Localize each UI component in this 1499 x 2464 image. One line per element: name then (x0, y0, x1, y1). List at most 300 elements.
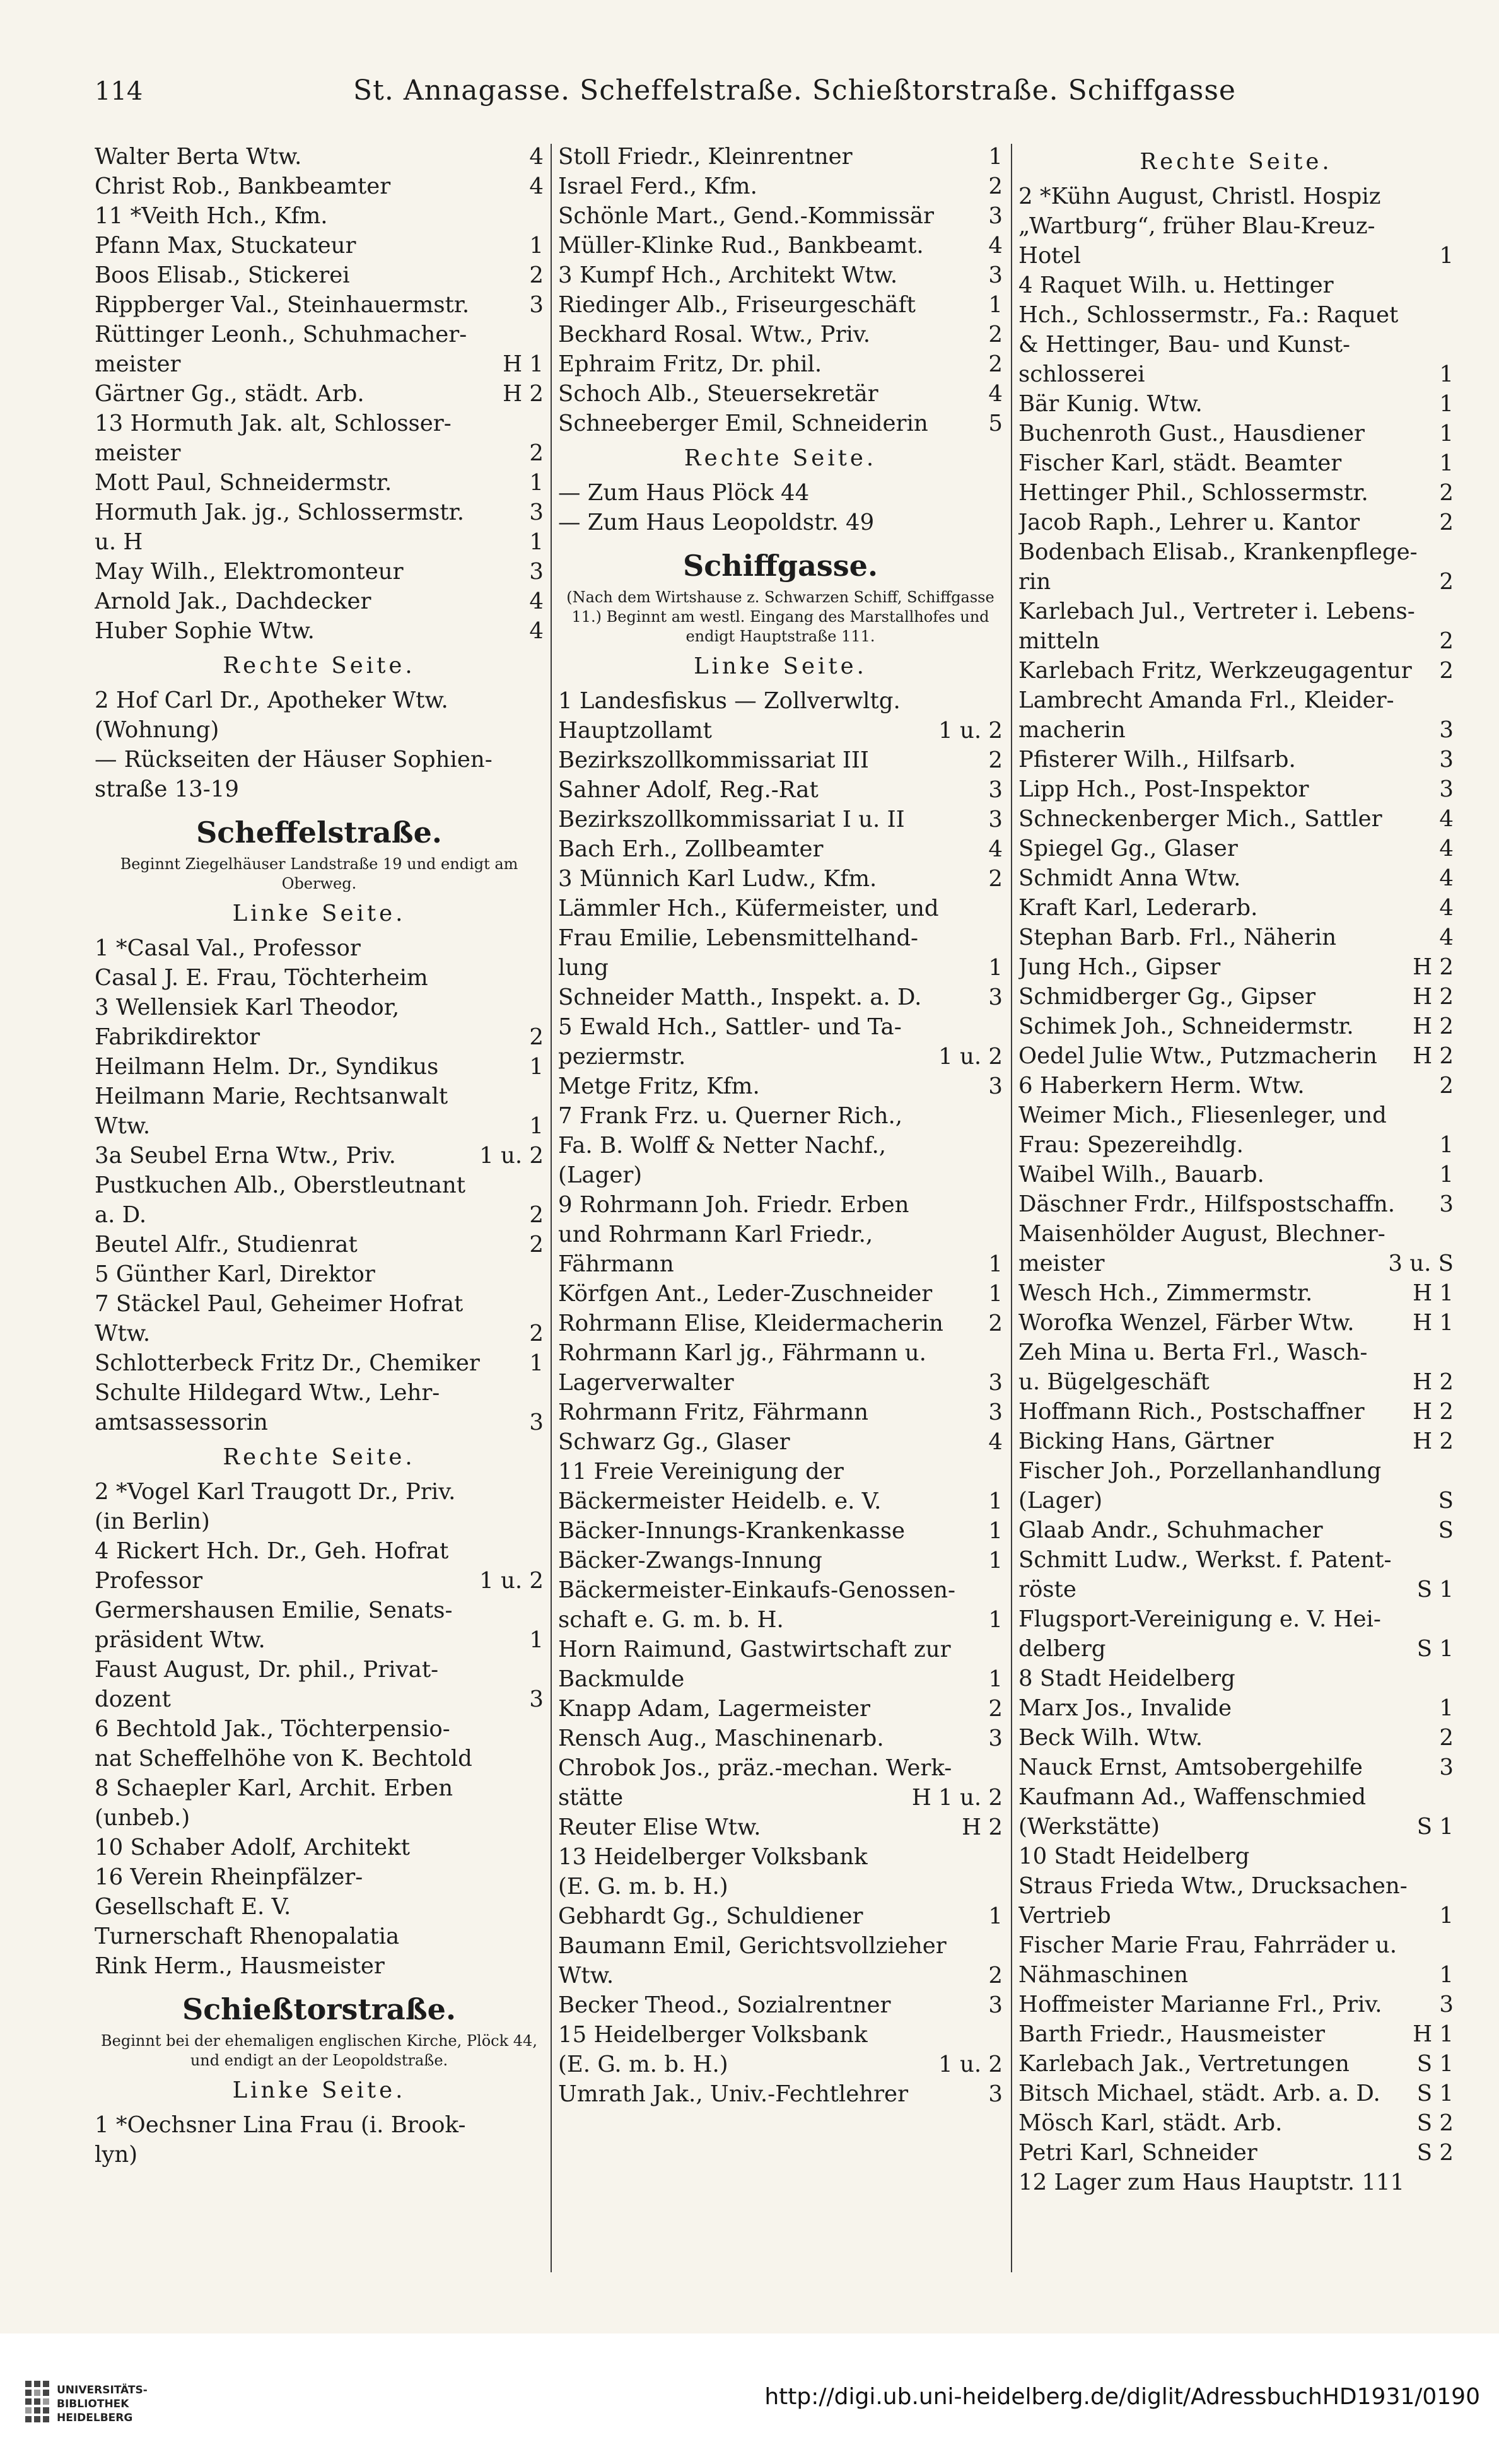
entry-text: 9 Rohrmann Joh. Friedr. Erben (558, 1192, 909, 1218)
floor-number: 3 (1439, 747, 1454, 773)
directory-entry (558, 349, 1003, 379)
footer-bar (0, 2340, 1499, 2464)
directory-entry (558, 834, 1003, 864)
directory-entry (558, 1813, 1003, 1842)
entry-text: Schulte Hildegard Wtw., Lehr- (95, 1380, 440, 1406)
entry-text: Hch., Schlossermstr., Fa.: Raquet (1018, 302, 1399, 328)
directory-entry (95, 1833, 544, 1862)
floor-number: 2 (988, 351, 1003, 377)
directory-entry (558, 1516, 1003, 1546)
entry-text: Marx Jos., Invalide (1018, 1695, 1232, 1721)
floor-number: 4 (1439, 836, 1454, 861)
directory-entry (95, 172, 544, 201)
entry-text: Turnerschaft Rhenopalatia (95, 1924, 400, 1949)
floor-number: 1 u. 2 (479, 1143, 544, 1169)
directory-entry (1018, 1871, 1454, 1901)
floor-number: S 2 (1416, 2140, 1454, 2166)
entry-text: delberg (1018, 1636, 1106, 1662)
directory-entry (558, 1605, 1003, 1635)
floor-number: 1 (988, 292, 1003, 318)
floor-number: 3 (1439, 1755, 1454, 1780)
entry-text: 4 Rickert Hch. Dr., Geh. Hofrat (95, 1538, 449, 1564)
entry-text: 10 Schaber Adolf, Architekt (95, 1835, 410, 1860)
university-library-logo (19, 2368, 208, 2438)
street-note: Beginnt bei der ehemaligen englischen Kirche, Plöck 44, und endigt an der Leopoldstraße. (101, 2032, 537, 2069)
side-heading: Rechte Seite. (223, 1444, 416, 1470)
floor-number: S 1 (1416, 2051, 1454, 2077)
directory-entry (1018, 2049, 1454, 2079)
entry-text: Bach Erh., Zollbeamter (558, 836, 824, 862)
entry-text: „Wartburg“, früher Blau-Kreuz- (1018, 213, 1375, 239)
directory-entry (95, 1507, 544, 1536)
floor-number: 4 (988, 381, 1003, 407)
directory-entry (558, 409, 1003, 438)
directory-entry (1018, 1782, 1454, 1812)
directory-entry (1018, 774, 1454, 804)
directory-entry (1018, 1930, 1454, 1960)
column-divider (1011, 144, 1012, 2272)
entry-text: Bitsch Michael, städt. Arb. a. D. (1018, 2081, 1380, 2106)
directory-entry (558, 716, 1003, 745)
entry-text: 13 Hormuth Jak. alt, Schlosser- (95, 411, 452, 436)
page-number: 114 (95, 77, 143, 106)
directory-entry (558, 1160, 1003, 1190)
directory-entry (1018, 656, 1454, 686)
entry-text: — Zum Haus Leopoldstr. 49 (558, 510, 875, 535)
floor-number: 3 (988, 203, 1003, 229)
directory-entry (558, 775, 1003, 805)
source-url-link[interactable]: http://digi.ub.uni-heidelberg.de/diglit/AdressbuchHD1931/0190 (764, 2384, 1480, 2410)
running-title: St. Annagasse. Scheffelstraße. Schießtorstraße. Schiffgasse (353, 74, 1236, 107)
directory-entry (95, 1022, 544, 1052)
directory-entry (1018, 1723, 1454, 1753)
entry-text: schlosserei (1018, 361, 1145, 387)
directory-entry (558, 142, 1003, 172)
directory-entry (1018, 182, 1454, 211)
street-note: (Nach dem Wirtshause z. Schwarzen Schiff, Schiffgasse 11.) Beginnt am westl. Eingang des Marstallhofes und endigt Hauptstraße 111. (566, 588, 994, 645)
floor-number: 3 (529, 499, 544, 525)
entry-text: & Hettinger, Bau- und Kunst- (1018, 332, 1351, 358)
floor-number: 3 (988, 984, 1003, 1010)
entry-text: Hoffmeister Marianne Frl., Priv. (1018, 1992, 1382, 2017)
floor-number: 3 (988, 1725, 1003, 1751)
street-heading: Schießtorstraße. (182, 1992, 456, 2026)
directory-entry (1018, 1338, 1454, 1367)
entry-text: 11 *Veith Hch., Kfm. (95, 203, 328, 229)
floor-number: 3 (988, 262, 1003, 288)
floor-number: 3 (988, 1992, 1003, 2018)
directory-entry (1018, 2168, 1454, 2197)
directory-entry (95, 1289, 544, 1319)
directory-entry (95, 438, 544, 468)
entry-text: Mott Paul, Schneidermstr. (95, 470, 392, 496)
entry-text: (in Berlin) (95, 1509, 210, 1534)
floor-number: 3 (988, 777, 1003, 803)
directory-entry (1018, 1664, 1454, 1693)
directory-entry (1018, 1397, 1454, 1427)
entry-text: Kraft Karl, Lederarb. (1018, 895, 1258, 921)
entry-text: u. H (95, 529, 143, 555)
entry-text: Baumann Emil, Gerichtsvollzieher (558, 1933, 947, 1959)
entry-text: Bäckermeister-Einkaufs-Genossen- (558, 1577, 956, 1603)
entry-text: 6 Haberkern Herm. Wtw. (1018, 1073, 1305, 1099)
floor-number: S 1 (1416, 1577, 1454, 1603)
floor-number: 2 (529, 1202, 544, 1228)
directory-entry (95, 1141, 544, 1171)
floor-number: 1 (529, 1627, 544, 1653)
directory-entry (558, 1190, 1003, 1220)
directory-entry (1018, 1041, 1454, 1071)
entry-text: 12 Lager zum Haus Hauptstr. 111 (1018, 2169, 1405, 2195)
floor-number: 1 (529, 1113, 544, 1139)
entry-text: Heilmann Helm. Dr., Syndikus (95, 1054, 439, 1080)
directory-entry (1018, 1160, 1454, 1189)
floor-number: H 2 (1413, 1428, 1454, 1454)
entry-text: Beck Wilh. Wtw. (1018, 1725, 1203, 1751)
entry-text: Backmulde (558, 1666, 685, 1692)
directory-entry (1018, 1515, 1454, 1545)
entry-text: 1 *Oechsner Lina Frau (i. Brook- (95, 2112, 466, 2138)
directory-entry (95, 142, 544, 172)
floor-number: 3 (988, 1370, 1003, 1396)
floor-number: 1 (988, 1548, 1003, 1574)
directory-entry (1018, 1456, 1454, 1486)
directory-entry (95, 1922, 544, 1951)
floor-number: H 2 (1413, 1399, 1454, 1425)
entry-text: Waibel Wilh., Bauarb. (1018, 1162, 1264, 1188)
floor-number: 2 (1439, 480, 1454, 506)
entry-text: Wtw. (95, 1321, 151, 1346)
entry-text: Pfann Max, Stuckateur (95, 233, 356, 259)
entry-text: 15 Heidelberger Volksbank (558, 2022, 868, 2048)
floor-number: 1 u. 2 (938, 2052, 1003, 2077)
floor-number: 1 (1439, 1695, 1454, 1721)
directory-entry (95, 1052, 544, 1082)
entry-text: 3 Wellensiek Karl Theodor, (95, 995, 400, 1020)
floor-number: 1 (988, 144, 1003, 170)
floor-number: 3 (988, 807, 1003, 832)
entry-text: (Lager) (1018, 1488, 1103, 1514)
floor-number: 3 (1439, 1992, 1454, 2017)
directory-entry (1018, 419, 1454, 448)
directory-entry (95, 1408, 544, 1437)
directory-entry (95, 587, 544, 616)
side-heading: Rechte Seite. (223, 653, 416, 679)
directory-entry (95, 1596, 544, 1625)
directory-entry (95, 1655, 544, 1685)
directory-entry (558, 1071, 1003, 1101)
column-divider (551, 144, 552, 2272)
entry-text: Ephraim Fritz, Dr. phil. (558, 351, 822, 377)
entry-text: röste (1018, 1577, 1076, 1603)
directory-entry (95, 715, 544, 745)
directory-entry (558, 1220, 1003, 1249)
entry-text: Lipp Hch., Post-Inspektor (1018, 776, 1309, 802)
floor-number: 4 (529, 618, 544, 644)
directory-entry (1018, 2019, 1454, 2049)
floor-number: 1 (988, 1251, 1003, 1277)
directory-entry (95, 527, 544, 557)
directory-entry (95, 468, 544, 498)
floor-number: S 1 (1416, 2081, 1454, 2106)
floor-number: 3 (988, 1399, 1003, 1425)
directory-entry (95, 963, 544, 993)
side-heading: Linke Seite. (694, 653, 867, 679)
directory-entry (1018, 537, 1454, 567)
directory-entry (1018, 1990, 1454, 2019)
directory-entry (558, 1753, 1003, 1783)
entry-text: schaft e. G. m. b. H. (558, 1607, 784, 1633)
entry-text: Frau Emilie, Lebensmittelhand- (558, 925, 919, 951)
directory-entry (95, 1200, 544, 1230)
directory-entry (1018, 508, 1454, 537)
floor-number: 1 (1439, 1962, 1454, 1988)
floor-number: 1 (988, 1281, 1003, 1307)
floor-number: 3 (988, 2081, 1003, 2107)
floor-number: 4 (988, 233, 1003, 259)
entry-text: Rippberger Val., Steinhauermstr. (95, 292, 470, 318)
directory-entry (1018, 1278, 1454, 1308)
floor-number: 2 (988, 1963, 1003, 1988)
entry-text: Hauptzollamt (558, 718, 712, 744)
entry-text: Maisenhölder August, Blechner- (1018, 1221, 1385, 1247)
floor-number: 1 (1439, 450, 1454, 476)
entry-text: Jacob Raph., Lehrer u. Kantor (1018, 510, 1360, 535)
entry-text: — Rückseiten der Häuser Sophien- (95, 747, 493, 773)
floor-number: 1 (1439, 243, 1454, 269)
directory-entry (1018, 1367, 1454, 1397)
entry-text: (Lager) (558, 1162, 643, 1188)
directory-entry (95, 1348, 544, 1378)
entry-text: 3 Kumpf Hch., Architekt Wtw. (558, 262, 898, 288)
side-heading: Linke Seite. (232, 901, 406, 926)
directory-entry (95, 1319, 544, 1348)
directory-entry (95, 260, 544, 290)
entry-text: Frau: Spezereihdlg. (1018, 1132, 1244, 1158)
floor-number: 1 (988, 1666, 1003, 1692)
entry-text: Glaab Andr., Schuhmacher (1018, 1517, 1323, 1543)
directory-entry (1018, 300, 1454, 330)
entry-text: Lagerverwalter (558, 1370, 734, 1396)
entry-text: stätte (558, 1785, 624, 1811)
directory-entry (558, 1042, 1003, 1071)
floor-number: S 1 (1416, 1636, 1454, 1662)
directory-entry (1018, 211, 1454, 241)
directory-entry (1018, 448, 1454, 478)
entry-text: (E. G. m. b. H.) (558, 2052, 728, 2077)
floor-number: 1 (988, 1488, 1003, 1514)
floor-number: H 2 (962, 1814, 1003, 1840)
entry-text: Fischer Joh., Porzellanhandlung (1018, 1458, 1382, 1484)
directory-entry (1018, 1960, 1454, 1990)
entry-text: Pustkuchen Alb., Oberstleutnant (95, 1172, 466, 1198)
entry-text: Bäcker-Zwangs-Innung (558, 1548, 822, 1574)
floor-number: H 1 (1413, 1280, 1454, 1306)
entry-text: Schneider Matth., Inspekt. a. D. (558, 984, 922, 1010)
floor-number: H 2 (1413, 954, 1454, 980)
entry-text: und Rohrmann Karl Friedr., (558, 1222, 873, 1247)
directory-entry (1018, 389, 1454, 419)
entry-text: Bodenbach Elisab., Krankenpflege- (1018, 539, 1418, 565)
entry-text: Rohrmann Karl jg., Fährmann u. (558, 1340, 926, 1366)
directory-entry (558, 894, 1003, 923)
directory-entry (1018, 745, 1454, 774)
entry-text: macherin (1018, 717, 1126, 743)
floor-number: 2 (988, 1696, 1003, 1722)
entry-text: Rüttinger Leonh., Schuhmacher- (95, 322, 467, 347)
entry-text: Heilmann Marie, Rechtsanwalt (95, 1083, 448, 1109)
entry-text: Beutel Alfr., Studienrat (95, 1232, 358, 1258)
directory-entry (1018, 834, 1454, 863)
directory-entry (1018, 982, 1454, 1012)
directory-entry (558, 923, 1003, 953)
directory-entry (95, 1566, 544, 1596)
entry-text: Gebhardt Gg., Schuldiener (558, 1903, 863, 1929)
entry-text: Lambrecht Amanda Frl., Kleider- (1018, 687, 1394, 713)
directory-entry (558, 231, 1003, 260)
floor-number: 1 (1439, 1132, 1454, 1158)
directory-entry (1018, 1812, 1454, 1842)
directory-entry (1018, 597, 1454, 626)
floor-number: 3 (988, 1073, 1003, 1099)
entry-text: Bär Kunig. Wtw. (1018, 391, 1203, 417)
entry-text: Rohrmann Fritz, Fährmann (558, 1399, 869, 1425)
entry-text: Fa. B. Wolff & Netter Nachf., (558, 1133, 887, 1159)
entry-text: Gärtner Gg., städt. Arb. (95, 381, 365, 407)
entry-text: amtsassessorin (95, 1410, 268, 1435)
street-heading: Scheffelstraße. (196, 815, 442, 850)
directory-entry (95, 231, 544, 260)
entry-text: Gesellschaft E. V. (95, 1894, 291, 1920)
floor-number: S (1438, 1488, 1454, 1514)
entry-text: 13 Heidelberger Volksbank (558, 1844, 868, 1870)
directory-entry (558, 1961, 1003, 1990)
directory-entry (1018, 1693, 1454, 1723)
entry-text: 11 Freie Vereinigung der (558, 1459, 844, 1485)
directory-entry (1018, 1427, 1454, 1456)
directory-entry (95, 1536, 544, 1566)
floor-number: 1 (529, 233, 544, 259)
entry-text: 1 Landesfiskus — Zollverwltg. (558, 688, 901, 714)
directory-entry (558, 1872, 1003, 1901)
entry-text: Reuter Elise Wtw. (558, 1814, 761, 1840)
floor-number: 1 (988, 955, 1003, 981)
entry-text: Müller-Klinke Rud., Bankbeamt. (558, 233, 924, 259)
directory-entry (1018, 1901, 1454, 1930)
entry-text: 3 Münnich Karl Ludw., Kfm. (558, 866, 877, 892)
floor-number: 5 (988, 411, 1003, 436)
directory-entry (558, 478, 1003, 508)
floor-number: 3 (529, 559, 544, 585)
entry-text: 10 Stadt Heidelberg (1018, 1843, 1250, 1869)
entry-text: 16 Verein Rheinpfälzer- (95, 1864, 363, 1890)
floor-number: 2 (988, 747, 1003, 773)
entry-text: 5 Ewald Hch., Sattler- und Ta- (558, 1014, 902, 1040)
entry-text: Hotel (1018, 243, 1081, 269)
directory-entry (95, 1803, 544, 1833)
directory-entry (558, 1635, 1003, 1664)
directory-entry (1018, 1753, 1454, 1782)
entry-text: Spiegel Gg., Glaser (1018, 836, 1238, 861)
directory-entry (558, 686, 1003, 716)
entry-text: lung (558, 955, 609, 981)
entry-text: Casal J. E. Frau, Töchterheim (95, 965, 428, 991)
directory-entry (1018, 359, 1454, 389)
directory-entry (95, 498, 544, 527)
entry-text: Metge Fritz, Kfm. (558, 1073, 760, 1099)
floor-number: 4 (1439, 925, 1454, 950)
floor-number: 1 u. 2 (938, 1044, 1003, 1070)
directory-entry (95, 1862, 544, 1892)
entry-text: präsident Wtw. (95, 1627, 265, 1653)
column-3 (1018, 142, 1454, 2274)
entry-text: mitteln (1018, 628, 1100, 654)
directory-entry (95, 616, 544, 646)
entry-text: Barth Friedr., Hausmeister (1018, 2021, 1325, 2047)
directory-entry (558, 1783, 1003, 1813)
entry-text: Rink Herm., Hausmeister (95, 1953, 385, 1979)
directory-entry (558, 864, 1003, 894)
directory-entry (558, 320, 1003, 349)
entry-text: Nähmaschinen (1018, 1962, 1188, 1988)
entry-text: Umrath Jak., Univ.-Fechtlehrer (558, 2081, 909, 2107)
directory-entry (558, 379, 1003, 409)
entry-text: Stephan Barb. Frl., Näherin (1018, 925, 1337, 950)
directory-entry (1018, 2138, 1454, 2168)
floor-number: 1 u. 2 (938, 718, 1003, 744)
entry-text: Mösch Karl, städt. Arb. (1018, 2110, 1283, 2136)
floor-number: H 1 u. 2 (911, 1785, 1003, 1811)
entry-text: Kaufmann Ad., Waffenschmied (1018, 1784, 1367, 1810)
entry-text: 3a Seubel Erna Wtw., Priv. (95, 1143, 396, 1169)
entry-text: lyn) (95, 2142, 138, 2168)
entry-text: Fabrikdirektor (95, 1024, 260, 1050)
floor-number: S 1 (1416, 1814, 1454, 1840)
directory-entry (558, 953, 1003, 983)
entry-text: Weimer Mich., Fliesenleger, und (1018, 1102, 1387, 1128)
logo-line-3: HEIDELBERG (57, 2412, 133, 2424)
floor-number: 4 (1439, 806, 1454, 832)
entry-text: Bezirkszollkommissariat III (558, 747, 869, 773)
directory-entry (95, 1477, 544, 1507)
directory-entry (95, 774, 544, 804)
floor-number: 2 (1439, 658, 1454, 684)
floor-number: 4 (1439, 895, 1454, 921)
entry-text: Buchenroth Gust., Hausdiener (1018, 421, 1365, 447)
directory-entry (558, 508, 1003, 537)
floor-number: 3 u. S (1388, 1251, 1454, 1276)
entry-text: dozent (95, 1686, 171, 1712)
directory-entry (558, 1724, 1003, 1753)
entry-text: Arnold Jak., Dachdecker (95, 588, 371, 614)
directory-entry (558, 1842, 1003, 1872)
floor-number: 3 (529, 1686, 544, 1712)
directory-entry (95, 1773, 544, 1803)
entry-text: Schneeberger Emil, Schneiderin (558, 411, 928, 436)
floor-number: H 1 (1413, 1310, 1454, 1336)
floor-number: 2 (988, 866, 1003, 892)
entry-text: Christ Rob., Bankbeamter (95, 173, 391, 199)
directory-entry (558, 1012, 1003, 1042)
page-header (95, 74, 1368, 119)
entry-text: Däschner Frdr., Hilfspostschaffn. (1018, 1191, 1396, 1217)
directory-entry (95, 686, 544, 715)
directory-entry (558, 172, 1003, 201)
directory-entry (558, 2050, 1003, 2079)
street-heading: Schiffgasse. (683, 549, 878, 583)
floor-number: 4 (988, 1429, 1003, 1455)
directory-entry (95, 1378, 544, 1408)
